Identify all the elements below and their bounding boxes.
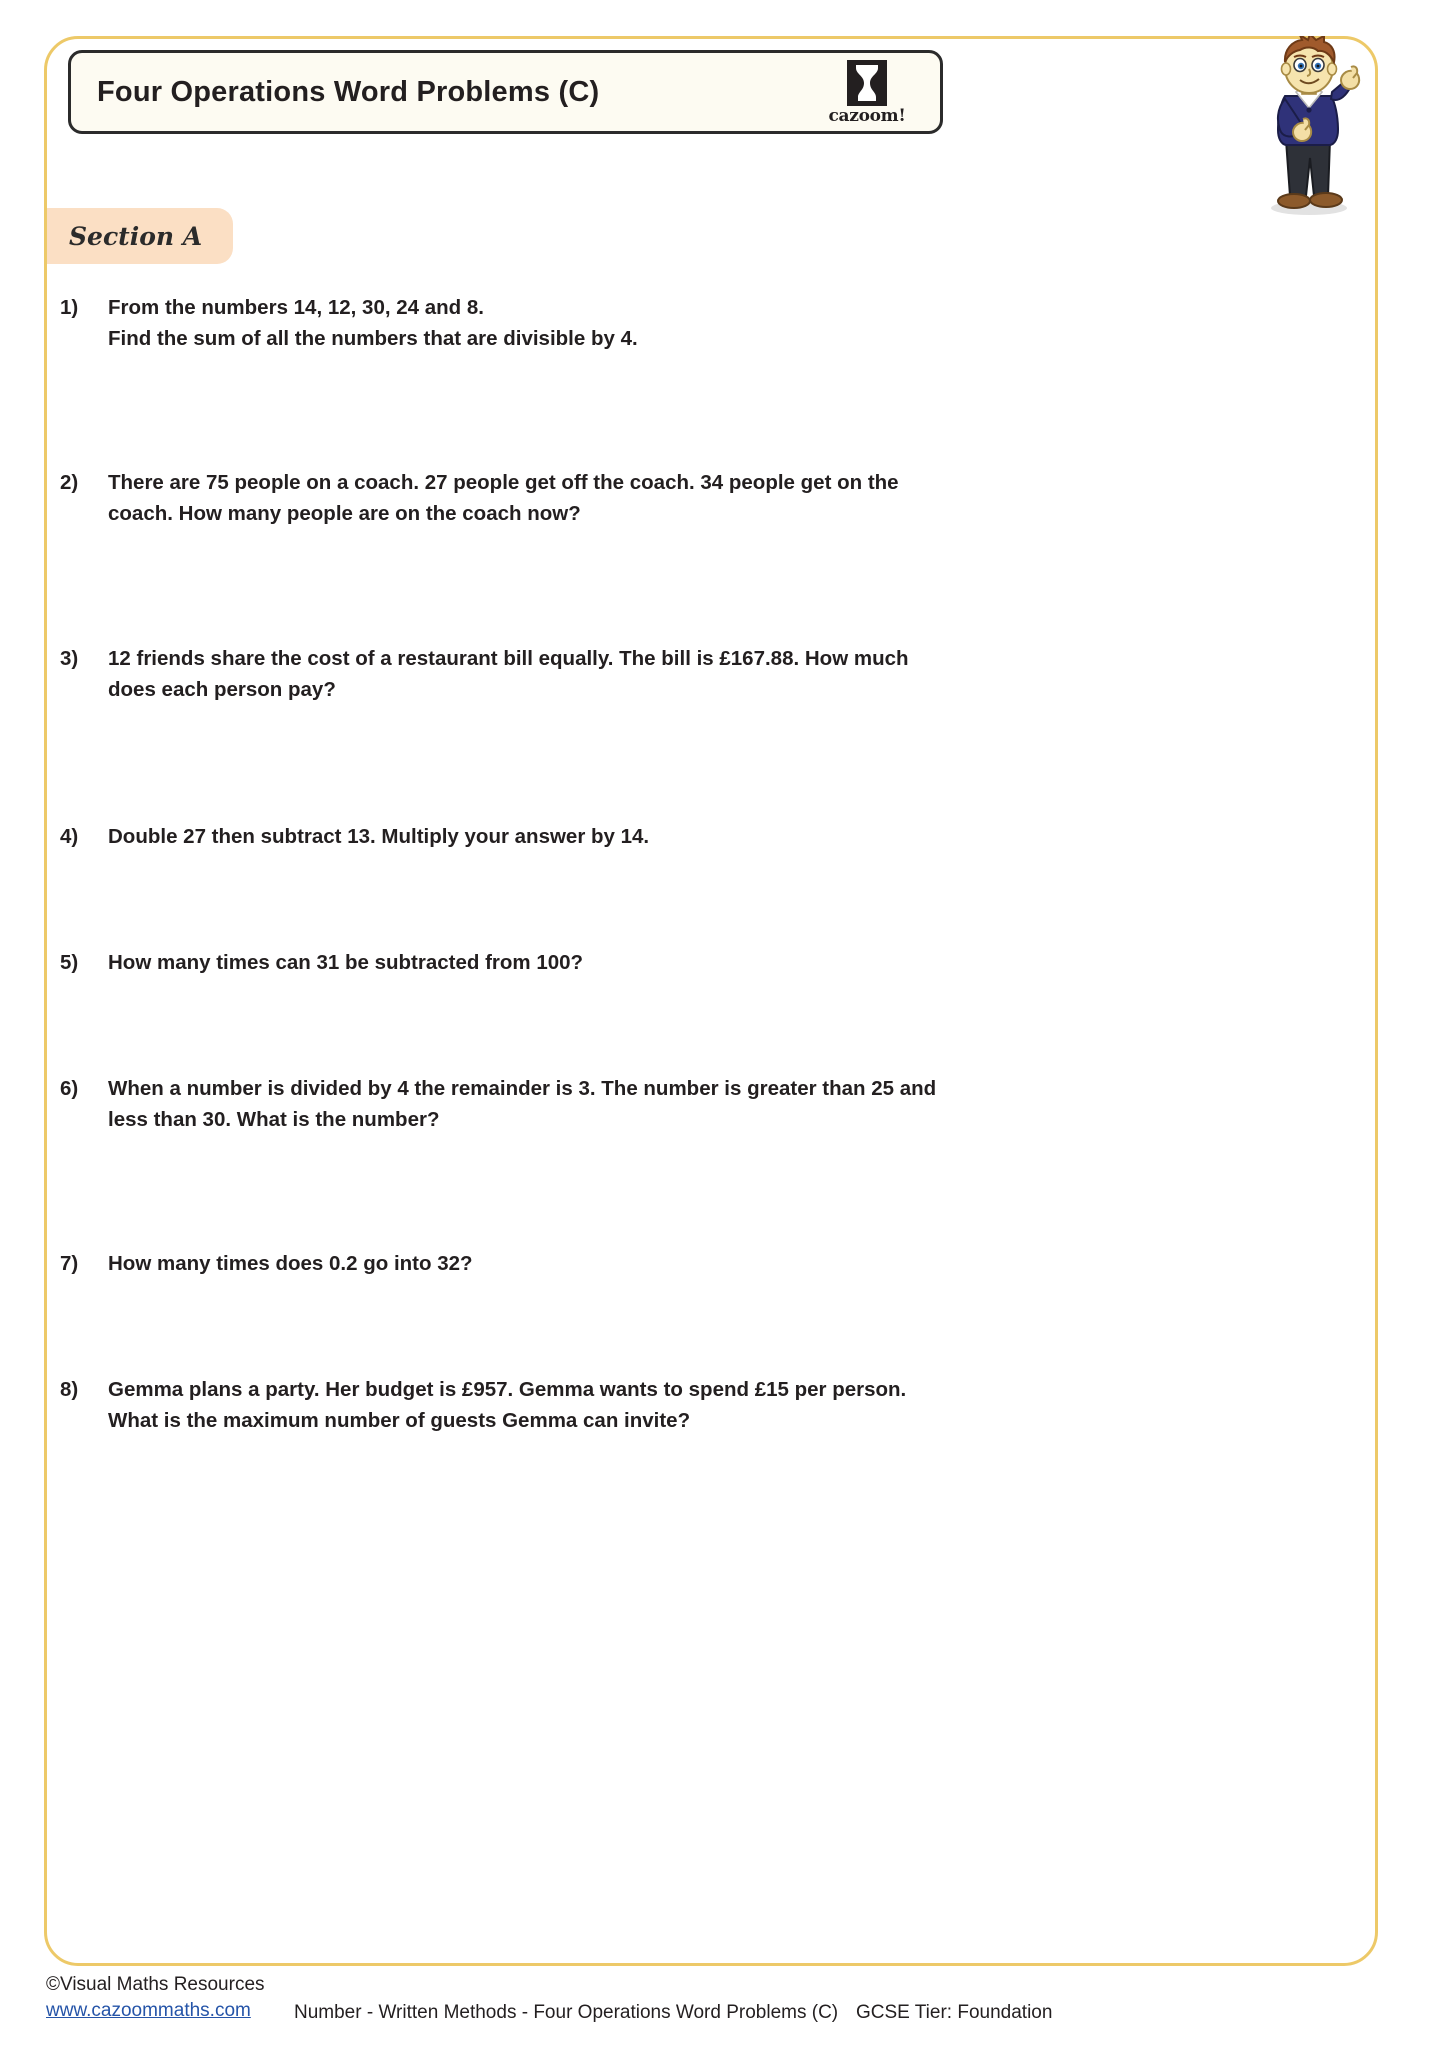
question-line: How many times does 0.2 go into 32?	[108, 1252, 473, 1275]
question-text	[108, 947, 1060, 978]
question-line: Find the sum of all the numbers that are divisible by 4.	[108, 327, 638, 350]
question-item	[60, 467, 1060, 529]
question-number: 7)	[60, 1252, 79, 1275]
question-text	[108, 1073, 1060, 1135]
page-title: Four Operations Word Problems (C)	[97, 75, 600, 108]
question-line: How many times can 31 be subtracted from 100?	[108, 951, 584, 974]
question-line: does each person pay?	[108, 678, 336, 701]
footer-topic-text: Number - Written Methods - Four Operations Word Problems (C)	[294, 2002, 839, 2023]
cartoon-schoolboy-thumbs-up-icon	[1248, 36, 1370, 218]
question-line: coach. How many people are on the coach now?	[108, 502, 581, 525]
question-line: When a number is divided by 4 the remainder is 3. The number is greater than 25 and	[108, 1077, 937, 1100]
question-text	[108, 292, 1060, 354]
question-line: There are 75 people on a coach. 27 people get off the coach. 34 people get on the	[108, 471, 899, 494]
question-text	[108, 643, 1060, 705]
question-text	[108, 1248, 1060, 1279]
cazoom-vase-logo-icon	[847, 60, 887, 106]
question-line: less than 30. What is the number?	[108, 1108, 440, 1131]
question-list	[60, 292, 1060, 1436]
question-number: 2)	[60, 471, 79, 494]
question-item	[60, 643, 1060, 705]
question-number: 1)	[60, 296, 79, 319]
question-line: From the numbers 14, 12, 30, 24 and 8.	[108, 296, 484, 319]
question-item	[60, 1073, 1060, 1135]
question-item	[60, 947, 1060, 978]
question-text	[108, 821, 1060, 852]
question-number: 3)	[60, 647, 79, 670]
cazoom-logo	[812, 60, 922, 125]
footer-tier-text: GCSE Tier: Foundation	[856, 2002, 1053, 2023]
question-line: Gemma plans a party. Her budget is £957. Gemma wants to spend £15 per person.	[108, 1378, 907, 1401]
cazoommaths-website-link[interactable]: www.cazoommaths.com	[46, 2000, 251, 2021]
question-number: 8)	[60, 1378, 79, 1401]
section-tab-label: Section A	[69, 221, 203, 251]
question-line: What is the maximum number of guests Gemma can invite?	[108, 1409, 691, 1432]
question-text	[108, 467, 1060, 529]
page-footer	[46, 1972, 1406, 2048]
copyright-text: ©Visual Maths Resources	[46, 1974, 265, 1995]
question-item	[60, 1374, 1060, 1436]
footer-copyright-block	[46, 1972, 265, 2024]
section-tab	[47, 208, 233, 264]
question-item	[60, 1248, 1060, 1279]
question-number: 5)	[60, 951, 79, 974]
worksheet-title-bar	[68, 50, 943, 134]
question-number: 6)	[60, 1077, 79, 1100]
question-line: 12 friends share the cost of a restaurant bill equally. The bill is £167.88. How much	[108, 647, 909, 670]
question-text	[108, 1374, 1060, 1436]
question-item	[60, 821, 1060, 852]
cazoom-logo-text: cazoom!	[828, 105, 906, 126]
question-number: 4)	[60, 825, 79, 848]
question-line: Double 27 then subtract 13. Multiply your answer by 14.	[108, 825, 650, 848]
question-item	[60, 292, 1060, 354]
